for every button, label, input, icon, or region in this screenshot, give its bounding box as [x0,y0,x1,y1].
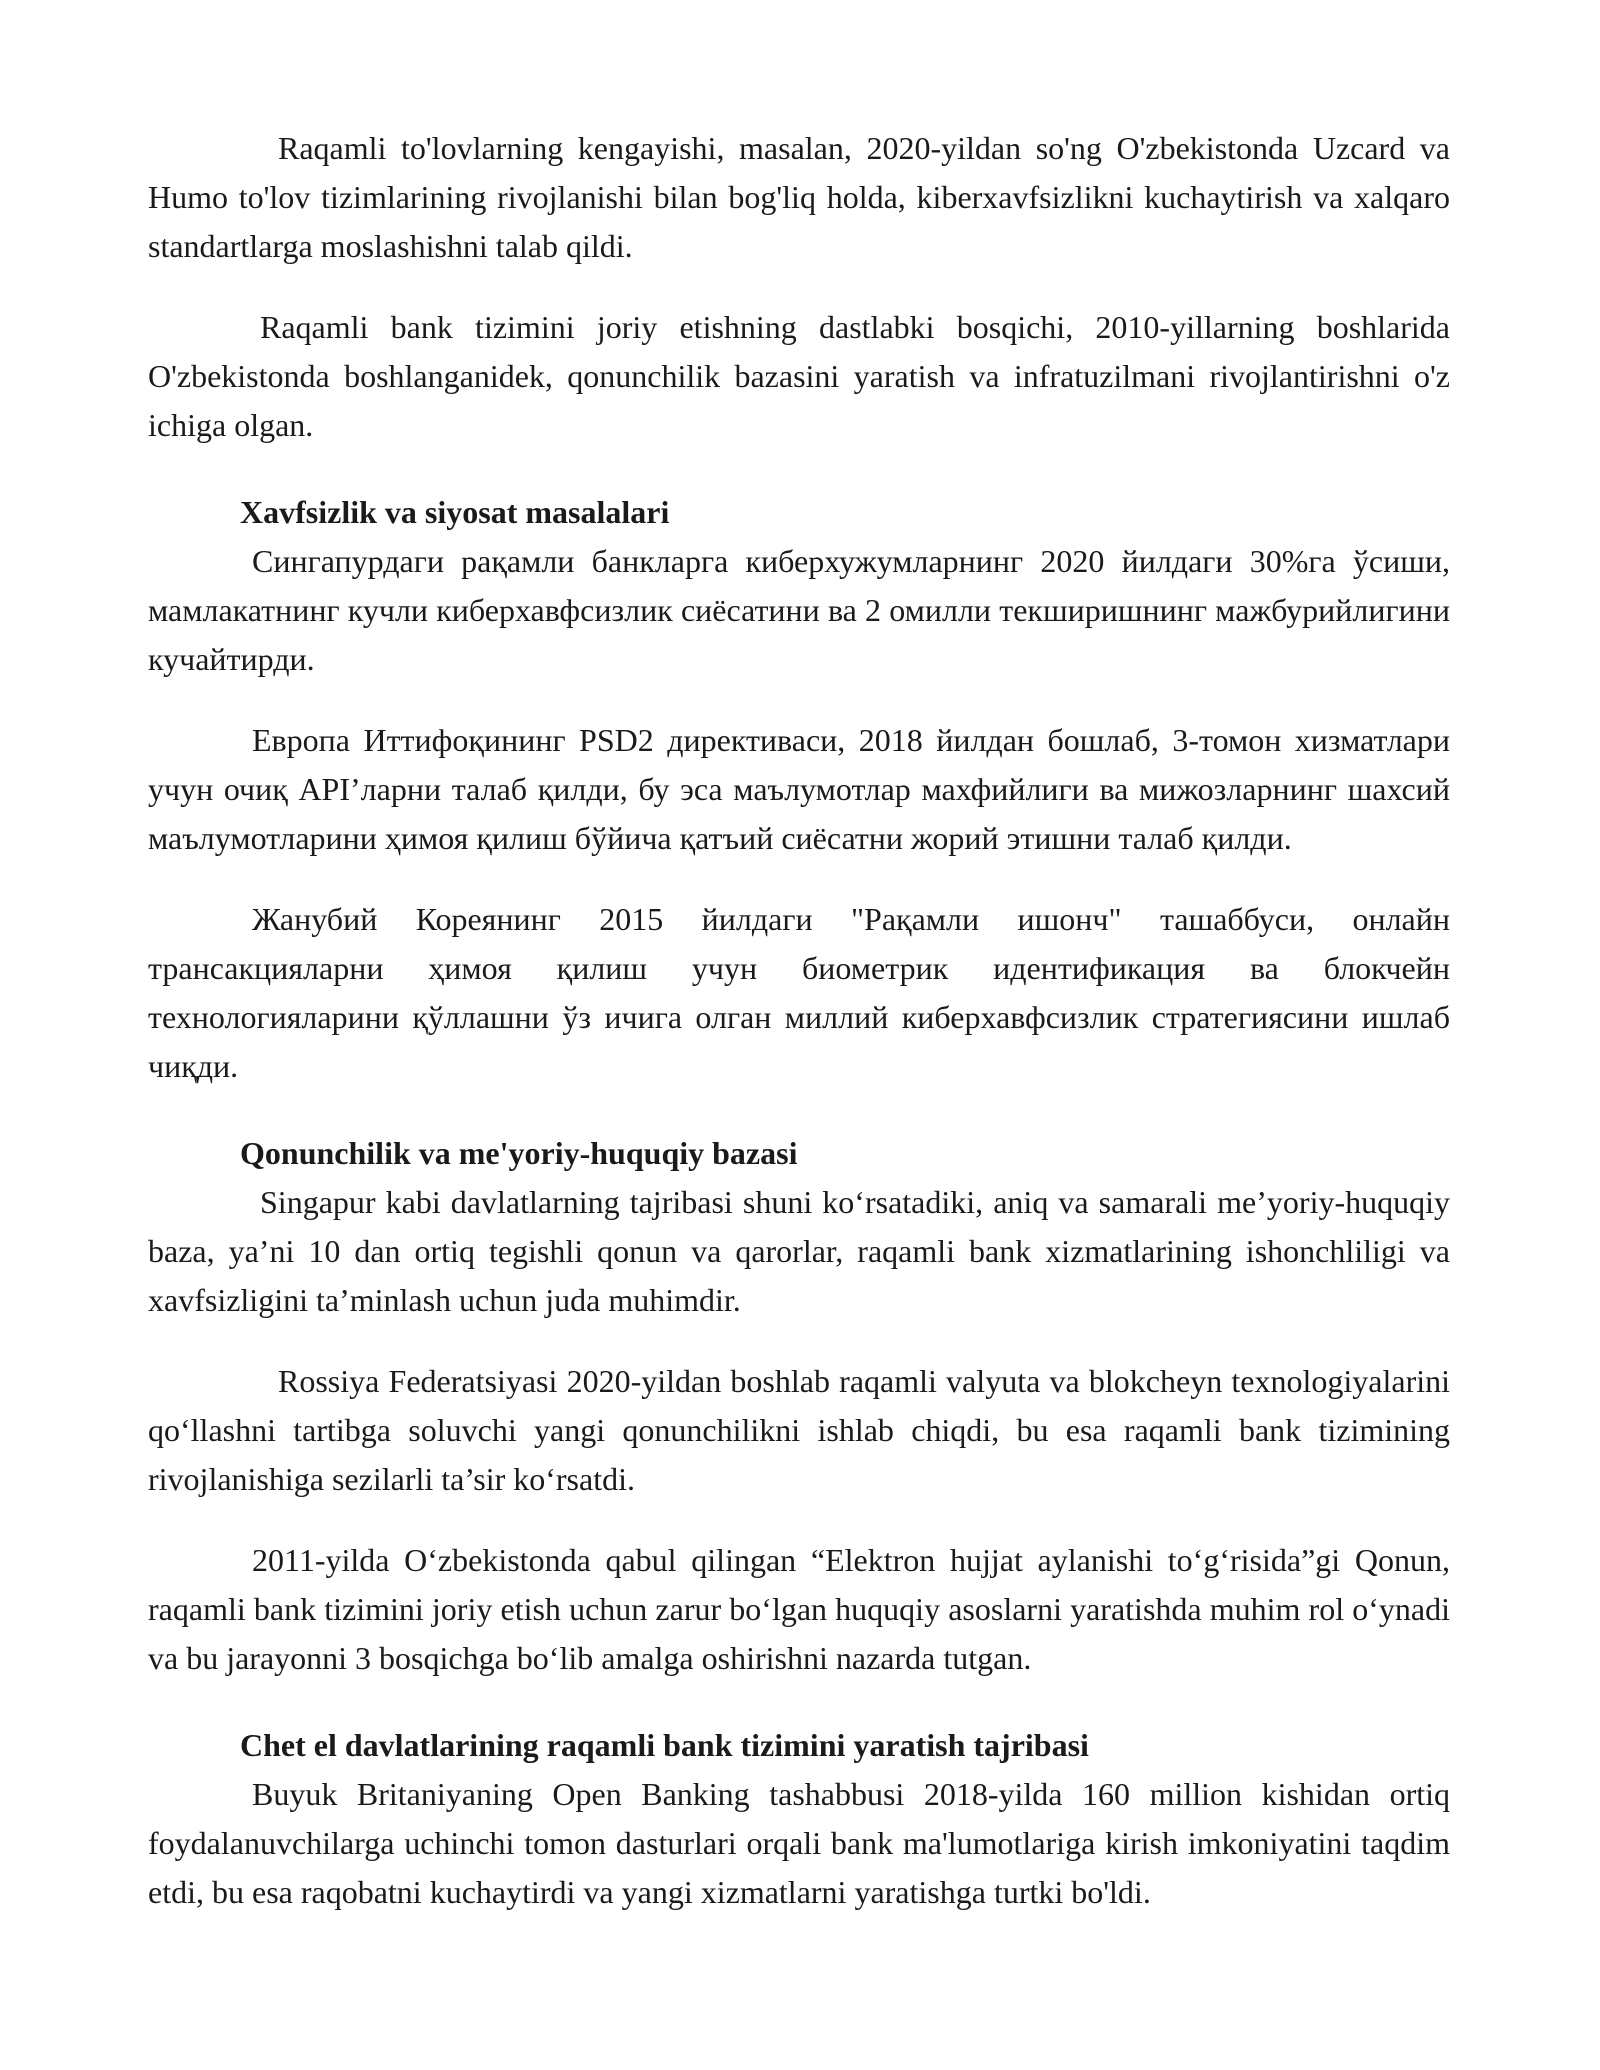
paragraph-uk-open-banking: Buyuk Britaniyaning Open Banking tashabbusi 2018-yilda 160 million kishidan ortiq foydalanuvchilarga uchinchi tomon dasturlari orqali bank ma'lumotlariga kirish imkoniyatini taqdim etdi, bu esa raqobatni kuchaytirdi va yangi xizmatlarni yaratishga turtki bo'ldi. [148,1776,1450,1910]
paragraph-south-korea-digital-trust: Жанубий Кореянинг 2015 йилдаги "Рақамли ишонч" ташаббуси, онлайн трансакцияларни ҳимоя қилиш учун биометрик идентификация ва блокчейн технологияларини қўллашни ўз ичига олган миллий киберхавфсизлик стратегиясини ишлаб чиқди. [148,901,1450,1084]
heading-security-policy: Xavfsizlik va siyosat masalalari [240,494,670,530]
paragraph-singapore-cyberattacks: Сингапурдаги рақамли банкларга киберхужумларнинг 2020 йилдаги 30%га ўсиши, мамлакатнинг кучли киберхавфсизлик сиёсатини ва 2 омилли текширишнинг мажбурийлигини кучайтирди. [148,543,1450,677]
heading-foreign-experience: Chet el davlatlarining raqamli bank tizimini yaratish tajribasi [240,1727,1089,1763]
document-page [148,124,1450,1949]
paragraph-uzbekistan-2011-law: 2011-yilda O‘zbekistonda qabul qilingan “Elektron hujjat aylanishi to‘g‘risida”gi Qonun, raqamli bank tizimini joriy etish uchun zarur bo‘lgan huquqiy asoslarni yaratishda muhim rol o‘ynadi va bu jarayonni 3 bosqichga bo‘lib amalga oshirishni nazarda tutgan. [148,1542,1450,1676]
paragraph-russia-legislation: Rossiya Federatsiyasi 2020-yildan boshlab raqamli valyuta va blokcheyn texnologiyalarini qo‘llashni tartibga soluvchi yangi qonunchilikni ishlab chiqdi, bu esa raqamli bank tizimining rivojlanishiga sezilarli ta’sir ko‘rsatdi. [148,1363,1450,1497]
paragraph-singapore-legal-base: Singapur kabi davlatlarning tajribasi shuni ko‘rsatadiki, aniq va samarali me’yoriy-huquqiy baza, ya’ni 10 dan ortiq tegishli qonun va qarorlar, raqamli bank xizmatlarining ishonchliligi va xavfsizligini ta’minlash uchun juda muhimdir. [148,1184,1450,1318]
paragraph-uzcard-humo: Raqamli to'lovlarning kengayishi, masalan, 2020-yildan so'ng O'zbekistonda Uzcard va Humo to'lov tizimlarining rivojlanishi bilan bog'liq holda, kiberxavfsizlikni kuchaytirish va xalqaro standartlarga moslashishni talab qildi. [148,130,1450,264]
paragraph-eu-psd2: Европа Иттифоқининг PSD2 директиваси, 2018 йилдан бошлаб, 3-томон хизматлари учун очиқ API’ларни талаб қилди, бу эса маълумотлар махфийлиги ва мижозларнинг шахсий маълумотларини ҳимоя қилиш бўйича қатъий сиёсатни жорий этишни талаб қилди. [148,722,1450,856]
paragraph-digital-bank-early-stage: Raqamli bank tizimini joriy etishning dastlabki bosqichi, 2010-yillarning boshlarida O'zbekistonda boshlanganidek, qonunchilik bazasini yaratish va infratuzilmani rivojlantirishni o'z ichiga olgan. [148,309,1450,443]
heading-legal-framework: Qonunchilik va me'yoriy-huquqiy bazasi [240,1135,798,1171]
